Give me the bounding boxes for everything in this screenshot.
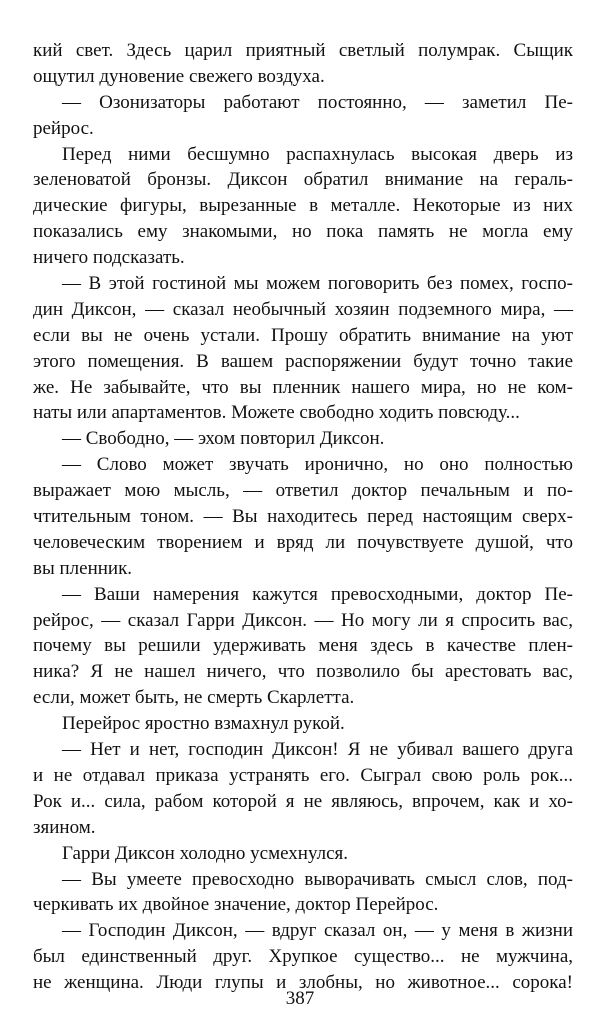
- text-line: зеленоватой бронзы. Диксон обратил внимание на гераль-: [33, 169, 573, 191]
- text-line: если вы не очень устали. Прошу обратить внимание на уют: [33, 324, 573, 346]
- text-line: чтительным тоном. — Вы находитесь перед настоящим сверх-: [33, 506, 573, 528]
- paragraph: [33, 90, 573, 142]
- text-line: вы пленник.: [33, 557, 133, 579]
- paragraph: [33, 841, 573, 867]
- text-line: — Свободно, — эхом повторил Диксон.: [62, 428, 385, 450]
- text-line: зяином.: [33, 816, 96, 838]
- text-line: рейрос.: [33, 117, 94, 139]
- paragraph: [33, 426, 573, 452]
- paragraph: [33, 582, 573, 711]
- text-line: Рок и... сила, рабом которой я не являюсь, впрочем, как и хо-: [33, 790, 573, 812]
- paragraph: [33, 867, 573, 919]
- text-line: этого помещения. В вашем распоряжении будут точно такие: [33, 350, 573, 372]
- text-line: — Ваши намерения кажутся превосходными, доктор Пе-: [62, 583, 573, 605]
- text-line: дические фигуры, вырезанные в металле. Некоторые из них: [33, 195, 573, 217]
- page-number: 387: [285, 988, 315, 1009]
- text-line: же. Не забывайте, что вы пленник нашего мира, но не ком-: [33, 376, 573, 398]
- paragraph: [33, 452, 573, 581]
- text-line: — Слово может звучать иронично, но оно полностью: [62, 454, 573, 476]
- text-line: не женщина. Люди глупы и злобны, но животное... сорока!: [33, 972, 573, 994]
- text-line: почему вы решили удерживать меня здесь в качестве плен-: [33, 635, 573, 657]
- text-line: выражает мою мысль, — ответил доктор печальным и по-: [33, 480, 573, 502]
- text-line: — Нет и нет, господин Диксон! Я не убивал вашего друга: [62, 739, 573, 761]
- text-line: ничего подсказать.: [33, 247, 185, 269]
- text-line: ощутил дуновение свежего воздуха.: [33, 65, 325, 87]
- text-line: кий свет. Здесь царил приятный светлый полумрак. Сыщик: [33, 40, 573, 61]
- text-line: человеческим творением и вряд ли почувствуете душой, что: [33, 531, 573, 553]
- text-line: был единственный друг. Хрупкое существо... не мужчина,: [33, 946, 573, 968]
- paragraph: [33, 38, 573, 90]
- paragraph: [33, 711, 573, 737]
- text-line: Перейрос яростно взмахнул рукой.: [62, 713, 345, 735]
- text-line: рейрос, — сказал Гарри Диксон. — Но могу ли я спросить вас,: [33, 609, 573, 631]
- text-line: — Вы умеете превосходно выворачивать смысл слов, под-: [62, 868, 573, 890]
- text-line: черкивать их двойное значение, доктор Перейрос.: [33, 894, 439, 916]
- text-line: наты или апартаментов. Можете свободно ходить повсюду...: [33, 402, 520, 424]
- text-line: и не отдавал приказа устранять его. Сыграл свою роль рок...: [33, 764, 573, 786]
- text-line: Перед ними бесшумно распахнулась высокая дверь из: [62, 143, 573, 165]
- text-line: Гарри Диксон холодно усмехнулся.: [62, 842, 349, 864]
- text-line: ника? Я не нашел ничего, что позволило бы арестовать вас,: [33, 661, 573, 683]
- text-line: — Озонизаторы работают постоянно, — заметил Пе-: [62, 91, 573, 113]
- text-line: — Господин Диксон, — вдруг сказал он, — у меня в жизни: [62, 920, 573, 942]
- paragraph: [33, 271, 573, 426]
- page-body: [33, 38, 573, 996]
- text-line: дин Диксон, — сказал необычный хозяин подземного мира, —: [33, 298, 573, 320]
- text-line: если, может быть, не смерть Скарлетта.: [33, 687, 355, 709]
- paragraph: [33, 918, 573, 996]
- paragraph: [33, 737, 573, 841]
- text-line: показались ему знакомыми, но пока память не могла ему: [33, 221, 573, 243]
- text-line: — В этой гостиной мы можем поговорить без помех, госпо-: [62, 273, 573, 295]
- paragraph: [33, 142, 573, 271]
